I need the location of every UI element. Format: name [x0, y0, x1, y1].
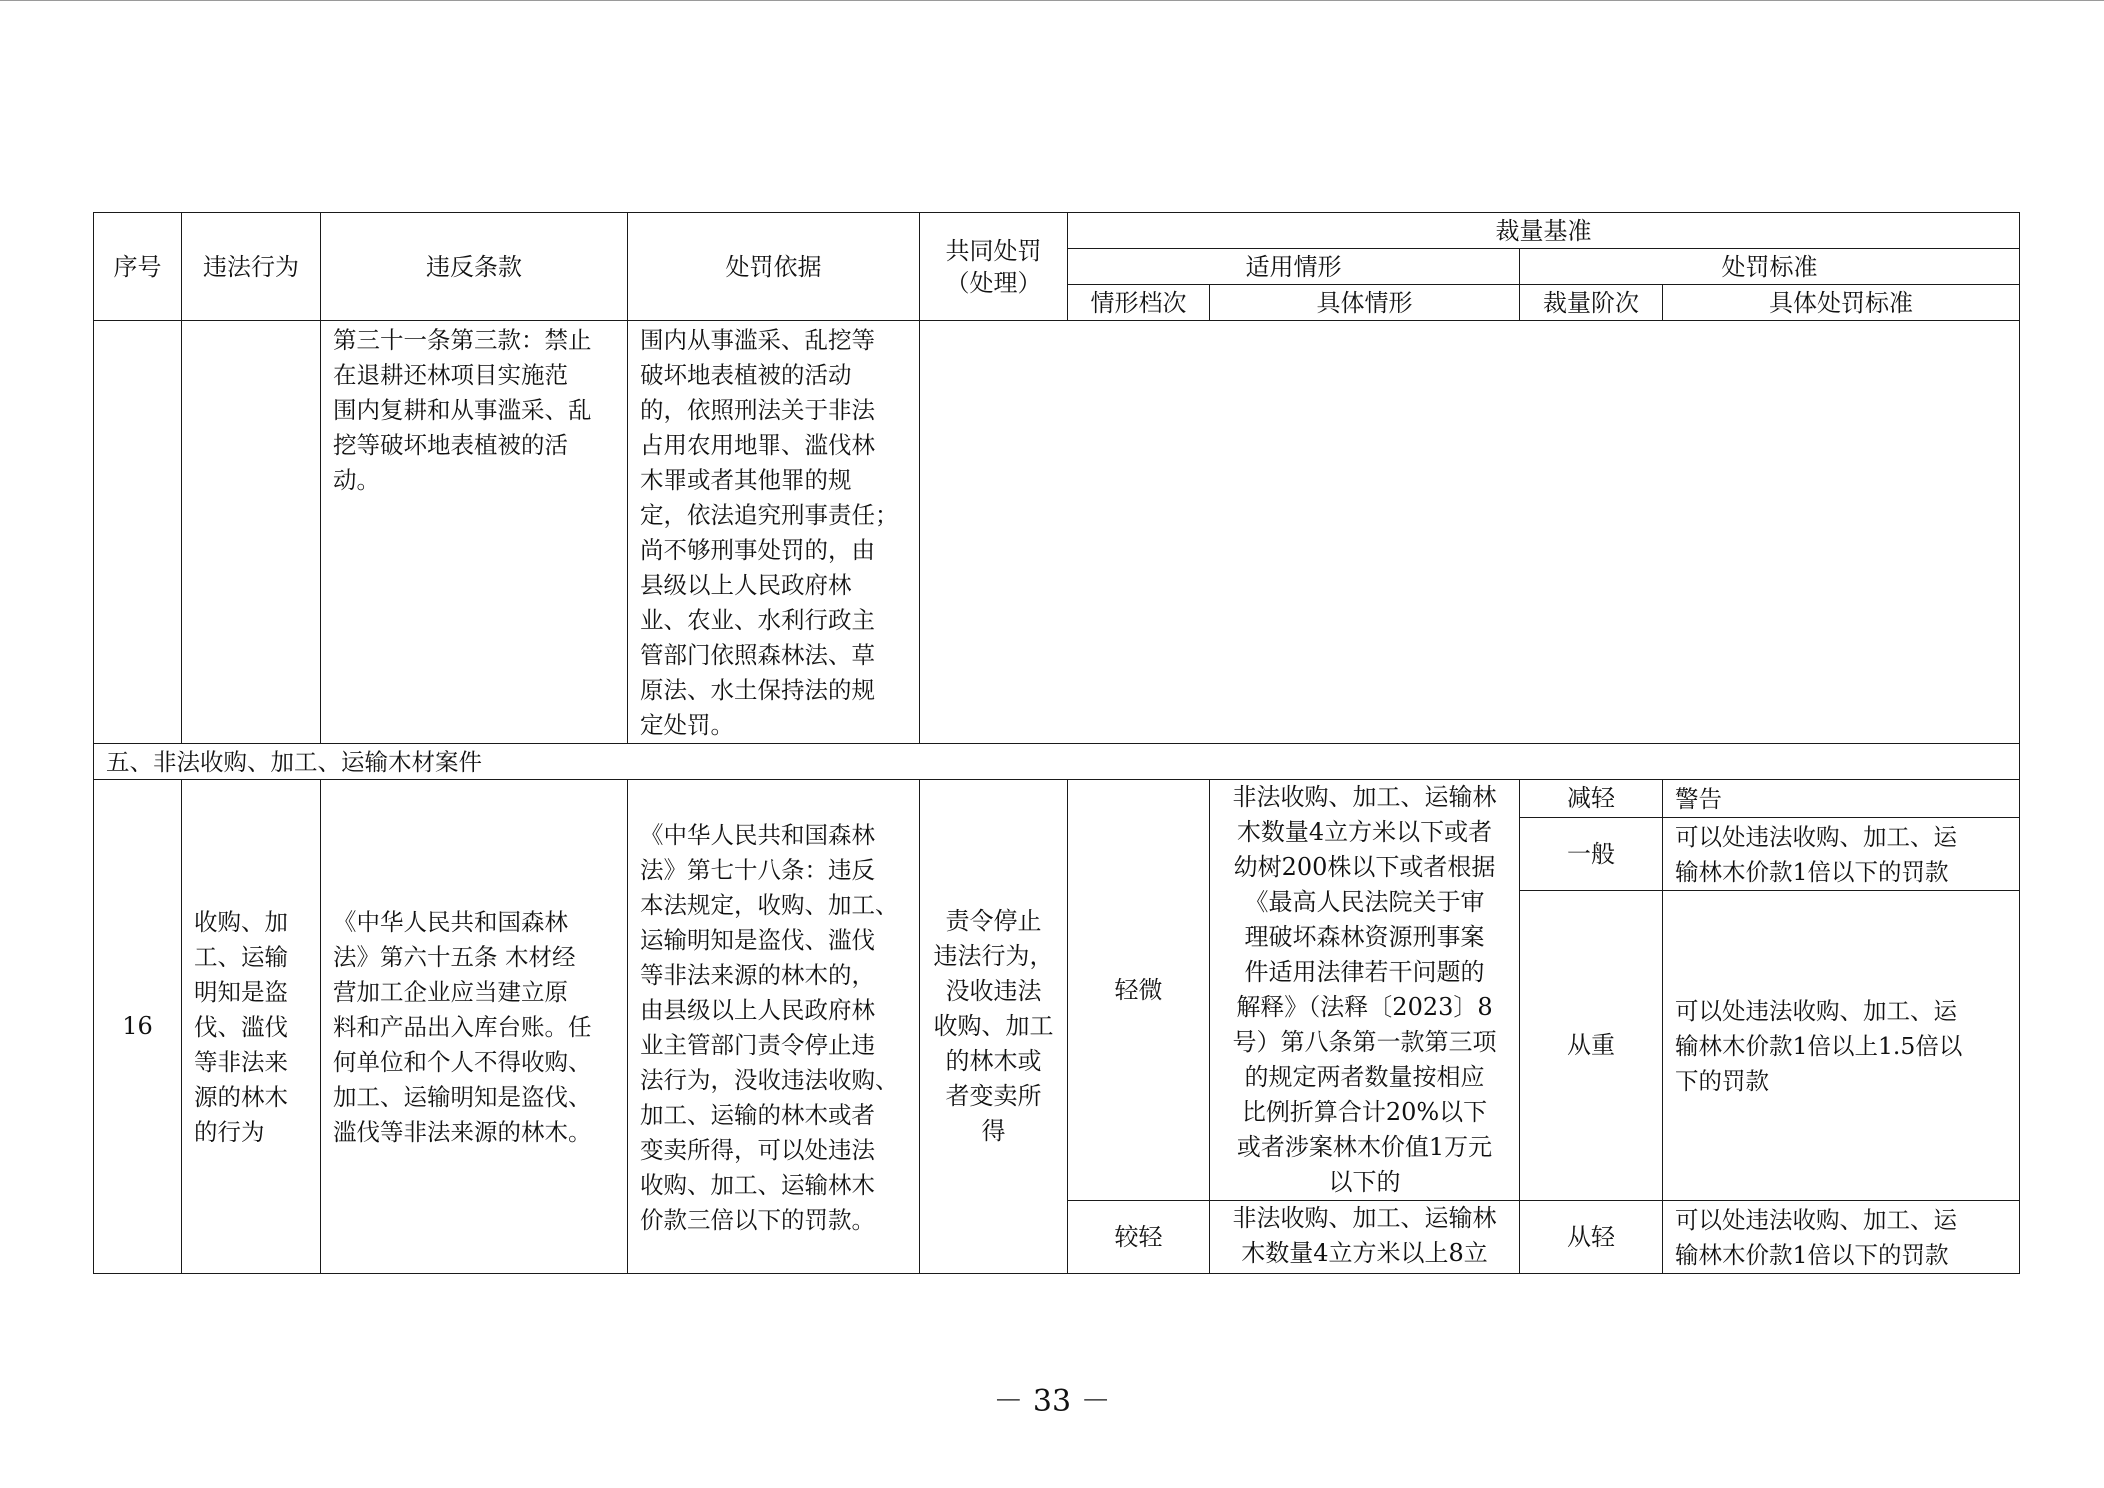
- penalty-mitigated: 警告: [1663, 780, 2020, 818]
- header-basis: 处罚依据: [628, 213, 920, 321]
- header-discretion-group: 裁量基准: [1068, 213, 2020, 249]
- continuation-basis: 围内从事滥采、乱挖等 破坏地表植被的活动 的，依照刑法关于非法 占用农用地罪、滥伐林 木罪或者其他罪的规 定，依法追究刑事责任； 尚不够刑事处罚的，由 县级以上人民政府林 业、农业、水利行政主 管部门依照森林法、草 原法、水土保持法的规 定处罚。: [628, 321, 920, 744]
- entry-common-penalty: 责令停止 违法行为， 没收违法 收购、加工 的林木或 者变卖所 得: [920, 780, 1068, 1274]
- continuation-blank-cell: [920, 321, 2020, 744]
- section-title: 五、非法收购、加工、运输木材案件: [94, 744, 2020, 780]
- tier-aggravated: 从重: [1520, 891, 1663, 1201]
- entry-index: 16: [94, 780, 182, 1274]
- header-tier: 裁量阶次: [1520, 285, 1663, 321]
- penalty-aggravated: 可以处违法收购、加工、运 输林木价款1倍以上1.5倍以 下的罚款: [1663, 891, 2020, 1201]
- entry-16-row-a: [94, 780, 2020, 818]
- header-penalty: 具体处罚标准: [1663, 285, 2020, 321]
- minor-specific-circumstance: 非法收购、加工、运输林 木数量4立方米以下或者 幼树200株以下或者根据 《最高人民法院关于审 理破坏森林资源刑事案 件适用法律若干问题的 解释》（法释〔2023〕8 号）第八条第一款第三项 的规定两者数量按相应 比例折算合计20%以下 或者涉案林木价值1万元 以下的: [1210, 780, 1520, 1201]
- header-row-1: [94, 213, 2020, 249]
- moderate-specific-circumstance: 非法收购、加工、运输林 木数量4立方米以上8立: [1210, 1201, 1520, 1274]
- header-index: 序号: [94, 213, 182, 321]
- header-violation: 违法行为: [182, 213, 321, 321]
- discretion-standard-table: [93, 212, 2020, 1274]
- continuation-row: [94, 321, 2020, 744]
- level-moderate: 较轻: [1068, 1201, 1210, 1274]
- header-standard-group: 处罚标准: [1520, 249, 2020, 285]
- continuation-provision: 第三十一条第三款：禁止 在退耕还林项目实施范 围内复耕和从事滥采、乱 挖等破坏地表植被的活 动。: [321, 321, 628, 744]
- entry-basis: 《中华人民共和国森林 法》第七十八条：违反 本法规定，收购、加工、 运输明知是盗伐、滥伐 等非法来源的林木的， 由县级以上人民政府林 业主管部门责令停止违 法行为，没收违法收购、 加工、运输的林木或者 变卖所得，可以处违法 收购、加工、运输林木 价款三倍以下的罚款。: [628, 780, 920, 1274]
- penalty-lenient: 可以处违法收购、加工、运 输林木价款1倍以下的罚款: [1663, 1201, 2020, 1274]
- header-circumstance-group: 适用情形: [1068, 249, 1520, 285]
- entry-violation: 收购、加 工、运输 明知是盗 伐、滥伐 等非法来 源的林木 的行为: [182, 780, 321, 1274]
- continuation-violation-cell: [182, 321, 321, 744]
- section-row: [94, 744, 2020, 780]
- continuation-index-cell: [94, 321, 182, 744]
- page-number: － 33 －: [993, 1384, 1111, 1419]
- tier-general: 一般: [1520, 818, 1663, 891]
- entry-provision: 《中华人民共和国森林 法》第六十五条 木材经 营加工企业应当建立原 料和产品出入库台账。任 何单位和个人不得收购、 加工、运输明知是盗伐、 滥伐等非法来源的林木。: [321, 780, 628, 1274]
- level-minor: 轻微: [1068, 780, 1210, 1201]
- header-common-penalty: 共同处罚 （处理）: [920, 213, 1068, 321]
- header-provision: 违反条款: [321, 213, 628, 321]
- header-specific: 具体情形: [1210, 285, 1520, 321]
- page-top-rule: [0, 0, 2104, 1]
- tier-lenient: 从轻: [1520, 1201, 1663, 1274]
- header-level: 情形档次: [1068, 285, 1210, 321]
- tier-mitigated: 减轻: [1520, 780, 1663, 818]
- penalty-general: 可以处违法收购、加工、运 输林木价款1倍以下的罚款: [1663, 818, 2020, 891]
